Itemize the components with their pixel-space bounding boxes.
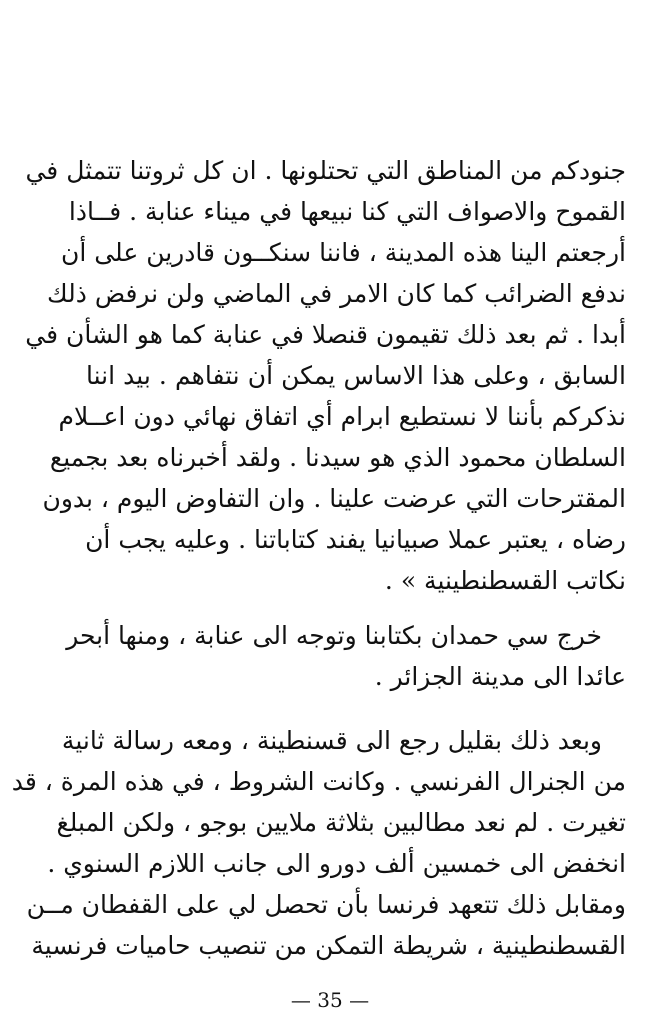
text-line: تغيرت . لم نعد مطالبين بثلاثة ملايين بوجو ، ولكن المبلغ xyxy=(56,808,626,837)
paragraph-1 xyxy=(25,150,626,601)
text-line: ومقابل ذلك تتعهد فرنسا بأن تحصل لي على القفطان مــن xyxy=(26,890,626,919)
text-line: السابق ، وعلى هذا الاساس يمكن أن نتفاهم . بيد اننا xyxy=(86,361,626,390)
text-line: وبعد ذلك بقليل رجع الى قسنطينة ، ومعه رسالة ثانية xyxy=(61,726,602,755)
text-line: نكاتب القسطنطينية » . xyxy=(384,566,626,595)
text-line: القموح والاصواف التي كنا نبيعها في ميناء عنابة . فــاذا xyxy=(68,197,626,226)
text-line: أبدا . ثم بعد ذلك تقيمون قنصلا في عنابة كما هو الشأن في xyxy=(25,320,626,349)
paragraph-3 xyxy=(11,720,626,966)
text-line: عائدا الى مدينة الجزائر . xyxy=(374,662,626,691)
text-line: رضاه ، يعتبر عملا صبيانيا يفند كتاباتنا . وعليه يجب أن xyxy=(85,525,626,554)
text-line: السلطان محمود الذي هو سيدنا . ولقد أخبرناه بعد بجميع xyxy=(49,443,626,472)
text-line: جنودكم من المناطق التي تحتلونها . ان كل ثروتنا تتمثل في xyxy=(25,156,626,185)
text-line: نذكركم بأننا لا نستطيع ابرام أي اتفاق نهائي دون اعــلام xyxy=(58,402,626,431)
text-line: خرج سي حمدان بكتابنا وتوجه الى عنابة ، ومنها أبحر xyxy=(66,621,602,650)
text-line: ندفع الضرائب كما كان الامر في الماضي ولن نرفض ذلك xyxy=(47,279,626,308)
text-line: انخفض الى خمسين ألف دورو الى جانب اللازم السنوي . xyxy=(47,849,626,878)
text-line: المقترحات التي عرضت علينا . وان التفاوض اليوم ، بدون xyxy=(42,484,626,513)
text-line: القسطنطينية ، شريطة التمكن من تنصيب حاميات فرنسية xyxy=(31,931,626,960)
paragraph-2 xyxy=(66,615,626,697)
text-line: من الجنرال الفرنسي . وكانت الشروط ، في هذه المرة ، قد xyxy=(11,767,626,796)
text-line: أرجعتم الينا هذه المدينة ، فاننا سنكــون قادرين على أن xyxy=(60,238,626,267)
page-number: — 35 — xyxy=(290,988,370,1012)
